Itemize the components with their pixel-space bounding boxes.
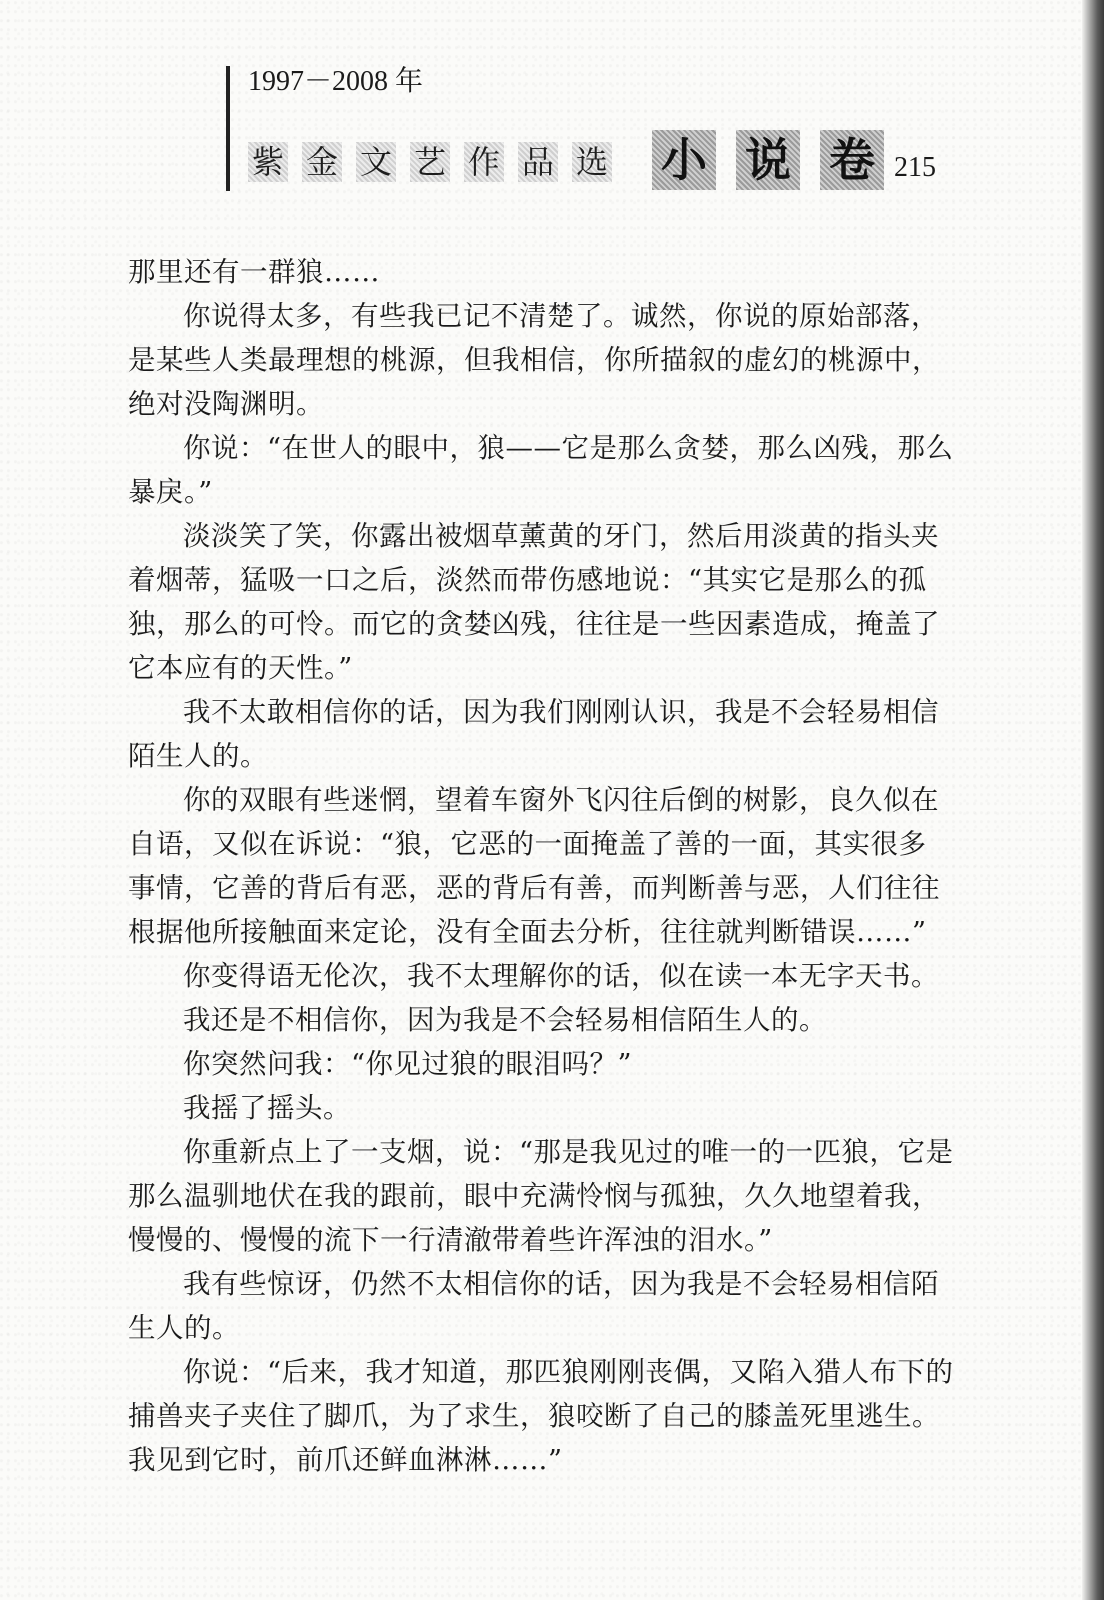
volume-char: 小 <box>652 130 716 190</box>
paragraph: 你说得太多，有些我已记不清楚了。诚然，你说的原始部落，是某些人类最理想的桃源，但我相信，你所描叙的虚幻的桃源中，绝对没陶渊明。 <box>128 300 940 420</box>
series-char: 紫 <box>248 142 288 182</box>
series-char: 选 <box>572 142 612 182</box>
paragraph: 你重新点上了一支烟，说：“那是我见过的唯一的一匹狼，它是那么温驯地伏在我的跟前，眼中充满怜悯与孤独，久久地望着我，慢慢的、慢慢的流下一行清澈带着些许浑浊的泪水。” <box>128 1136 954 1256</box>
paragraph: 淡淡笑了笑，你露出被烟草薰黄的牙门，然后用淡黄的指头夹着烟蒂，猛吸一口之后，淡然而带伤感地说：“其实它是那么的孤独，那么的可怜。而它的贪婪凶残，往往是一些因素造成，掩盖了它本应有的天性。” <box>128 520 940 684</box>
paragraph: 你说：“在世人的眼中，狼——它是那么贪婪，那么凶残，那么暴戾。” <box>128 432 954 508</box>
page-number: 215 <box>894 152 936 183</box>
header-title <box>248 130 968 190</box>
series-char: 艺 <box>410 142 450 182</box>
series-char: 品 <box>518 142 558 182</box>
volume-char: 说 <box>736 130 800 190</box>
volume-char: 卷 <box>820 130 884 190</box>
paragraph: 你突然问我：“你见过狼的眼泪吗？” <box>183 1048 633 1080</box>
paragraph: 那里还有一群狼…… <box>128 256 380 288</box>
paragraph: 我还是不相信你，因为我是不会轻易相信陌生人的。 <box>183 1004 827 1036</box>
series-char: 作 <box>464 142 504 182</box>
page-edge-shadow <box>1082 0 1104 1600</box>
running-header <box>226 58 966 193</box>
header-years: 1997－2008 年 <box>248 66 424 97</box>
paragraph: 你变得语无伦次，我不太理解你的话，似在读一本无字天书。 <box>183 960 939 992</box>
paragraph: 我不太敢相信你的话，因为我们刚刚认识，我是不会轻易相信陌生人的。 <box>128 696 939 772</box>
series-char: 金 <box>302 142 342 182</box>
paragraph: 你的双眼有些迷惘，望着车窗外飞闪往后倒的树影，良久似在自语，又似在诉说：“狼，它恶的一面掩盖了善的一面，其实很多事情，它善的背后有恶，恶的背后有善，而判断善与恶，人们往往根据他所接触面来定论，没有全面去分析，往往就判断错误……” <box>128 784 940 948</box>
body-text <box>128 250 954 1482</box>
header-vertical-rule <box>226 66 230 191</box>
paragraph: 你说：“后来，我才知道，那匹狼刚刚丧偶，又陷入猎人布下的捕兽夹子夹住了脚爪，为了求生，狼咬断了自己的膝盖死里逃生。我见到它时，前爪还鲜血淋淋……” <box>128 1356 954 1476</box>
paragraph: 我摇了摇头。 <box>183 1092 351 1124</box>
paragraph: 我有些惊讶，仍然不太相信你的话，因为我是不会轻易相信陌生人的。 <box>128 1268 939 1344</box>
series-char: 文 <box>356 142 396 182</box>
